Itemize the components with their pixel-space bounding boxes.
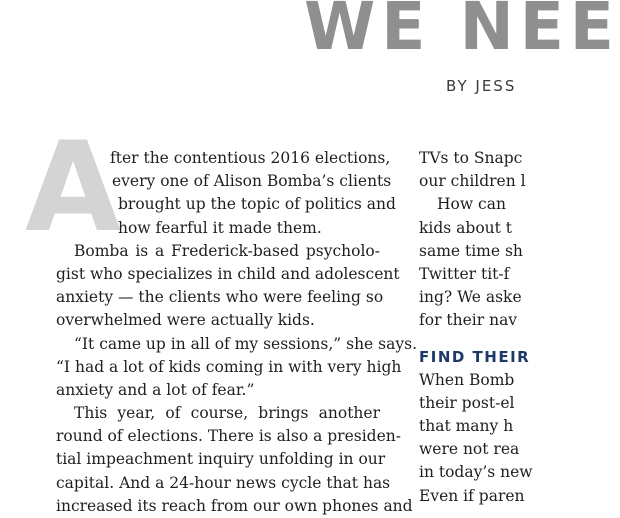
- text-line: “It came up in all of my sessions,” she says.: [74, 334, 417, 353]
- text-line: Twitter tit-f: [419, 264, 510, 283]
- text-line: Bomba is a Frederick-based psycholo-: [74, 241, 380, 260]
- left-column: [56, 147, 417, 518]
- text-line: capital. And a 24-hour news cycle that has: [56, 473, 391, 492]
- text-line: gist who specializes in child and adolescent: [56, 264, 400, 283]
- text-line: Even if paren: [419, 486, 525, 505]
- text-line: fter the contentious 2016 elections,: [110, 149, 391, 167]
- text-line: their post-el: [419, 393, 515, 412]
- text-line: anxiety and a lot of fear.”: [56, 380, 255, 399]
- text-line: same time sh: [419, 241, 523, 260]
- text-line: ing? We aske: [419, 288, 522, 307]
- drop-cap-letter: A: [25, 116, 121, 260]
- text-line: were not rea: [419, 440, 520, 459]
- text-line: This year, of course, brings another: [74, 404, 380, 423]
- text-line: When Bomb: [419, 370, 515, 389]
- section-subhead: FIND THEIR: [419, 347, 531, 366]
- text-line: every one of Alison Bomba’s clients: [112, 172, 392, 191]
- text-line: our children l: [419, 172, 526, 191]
- text-line: anxiety — the clients who were feeling so: [56, 288, 384, 307]
- text-line: in today’s new: [419, 463, 533, 482]
- text-line: round of elections. There is also a presiden-: [56, 427, 401, 446]
- text-line: for their nav: [419, 311, 518, 330]
- text-line: how fearful it made them.: [118, 218, 322, 237]
- article-headline: WE NEE: [304, 0, 620, 65]
- text-line: “I had a lot of kids coming in with very high: [56, 357, 402, 376]
- text-line: that many h: [419, 417, 514, 436]
- text-line: TVs to Snapc: [419, 149, 523, 167]
- text-line: overwhelmed were actually kids.: [56, 311, 315, 330]
- right-column: [419, 147, 619, 508]
- text-line: kids about t: [419, 218, 513, 237]
- text-line: How can: [437, 195, 506, 214]
- text-line: increased its reach from our own phones and: [56, 496, 413, 515]
- text-line: brought up the topic of politics and: [118, 195, 396, 214]
- text-line: tial impeachment inquiry unfolding in our: [56, 450, 386, 469]
- byline: BY JESS: [446, 77, 517, 95]
